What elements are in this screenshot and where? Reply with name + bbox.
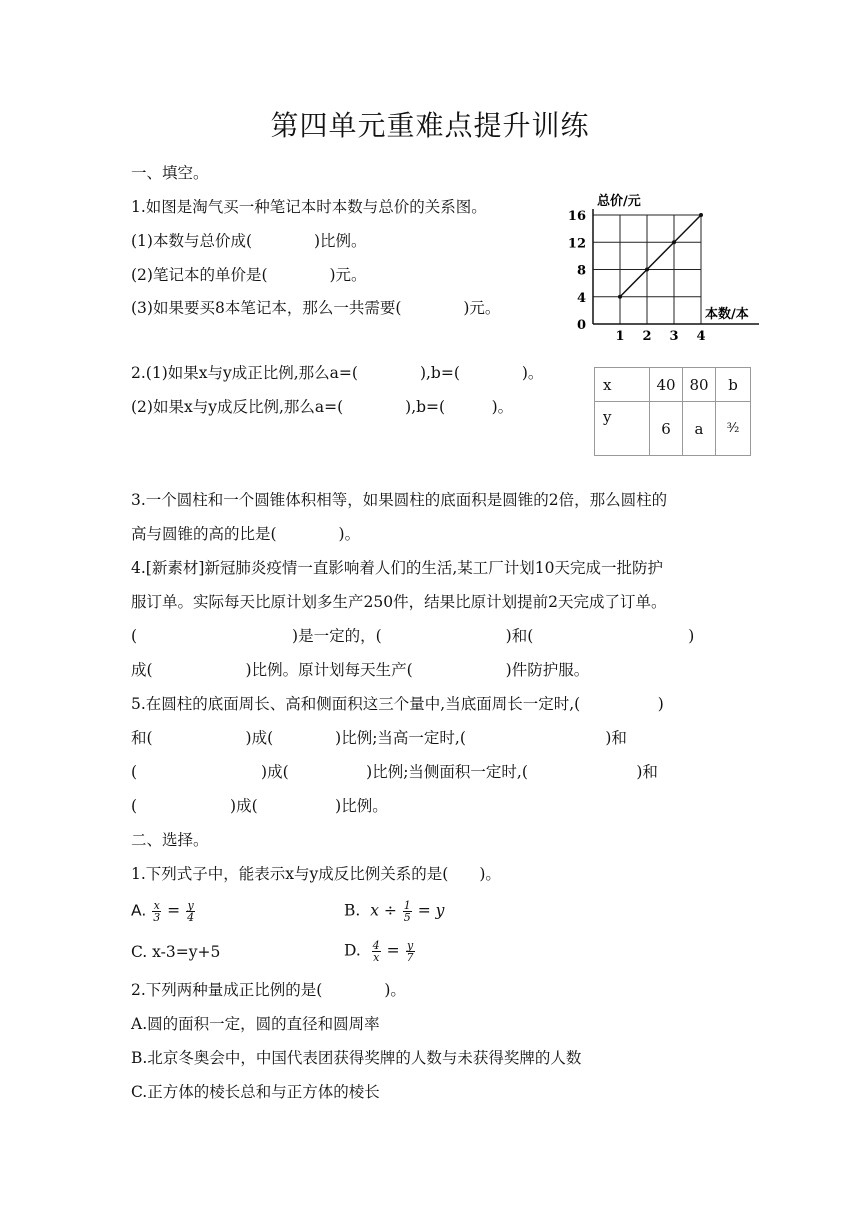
x-tick-label: 3 [669, 329, 679, 344]
x-axis-label: 本数/本 [705, 307, 749, 322]
table-cell: a [683, 402, 716, 456]
q3-line1: 3.一个圆柱和一个圆锥体积相等，如果圆柱的底面积是圆锥的2倍，那么圆柱的 [131, 491, 668, 509]
q5-line2: 和( )成( )比例;当高一定时,( )和 [131, 729, 627, 747]
price-chart [565, 188, 765, 348]
q4-line2: 服订单。实际每天比原计划多生产250件，结果比原计划提前2天完成了订单。 [131, 593, 667, 611]
data-point [645, 268, 649, 272]
table-cell: 40 [650, 368, 683, 402]
q4-line3: ( )是一定的，( )和( ) [131, 627, 695, 645]
table-cell: b [716, 368, 751, 402]
q1-part2: (2)笔记本的单价是( )元。 [131, 266, 367, 284]
choice-q1-option-c: C. x-3=y+5 [131, 943, 221, 961]
choice-q1-option-d: D. $\frac{4}{x}$ = $\frac{y}{7}$ [344, 939, 414, 964]
data-point [672, 240, 676, 244]
table-cell: x [595, 368, 650, 402]
choice-q2-option-a: A.圆的面积一定，圆的直径和圆周率 [131, 1015, 380, 1033]
data-point [699, 213, 703, 217]
y-tick-label: 16 [567, 209, 586, 224]
choice-q2-option-b: B.北京冬奥会中，中国代表团获得奖牌的人数与未获得奖牌的人数 [131, 1049, 582, 1067]
xy-value-table [594, 367, 751, 456]
page-title: 第四单元重难点提升训练 [270, 109, 590, 142]
q5-line1: 5.在圆柱的底面周长、高和侧面积这三个量中,当底面周长一定时,( ) [131, 695, 664, 713]
table-cell: 80 [683, 368, 716, 402]
q1-part1: (1)本数与总价成( )比例。 [131, 232, 367, 250]
q1-stem: 1.如图是淘气买一种笔记本时本数与总价的关系图。 [131, 198, 487, 216]
choice-q1-option-b: B. x ÷ $\frac{1}{5}$ = y [344, 899, 445, 924]
section-heading-choice: 二、选择。 [131, 831, 209, 849]
x-tick-label: 1 [615, 329, 625, 344]
q1-part3: (3)如果要买8本笔记本，那么一共需要( )元。 [131, 299, 501, 317]
choice-q2-stem: 2.下列两种量成正比例的是( )。 [131, 981, 406, 999]
x-tick-label: 4 [696, 329, 706, 344]
q3-line2: 高与圆锥的高的比是( )。 [131, 525, 361, 543]
q2-part1: 2.(1)如果x与y成正比例,那么a=( ),b=( )。 [131, 364, 544, 382]
y-tick-label: 4 [576, 290, 586, 306]
data-point [618, 295, 622, 299]
q4-line4: 成( )比例。原计划每天生产( )件防护服。 [131, 661, 590, 679]
choice-q1-option-a: A. $\frac{x}{3}$ = $\frac{y}{4}$ [131, 899, 195, 924]
q4-line1: 4.[新素材]新冠肺炎疫情一直影响着人们的生活,某工厂计划10天完成一批防护 [131, 559, 664, 577]
y-axis-label: 总价/元 [597, 194, 641, 209]
table-cell: y [595, 402, 650, 456]
q5-line3: ( )成( )比例;当侧面积一定时,( )和 [131, 763, 658, 781]
section-heading-fill-blank: 一、填空。 [131, 164, 209, 182]
y-tick-label: 8 [576, 263, 586, 279]
series-line [620, 215, 701, 297]
x-tick-label: 2 [642, 329, 652, 344]
q2-part2: (2)如果x与y成反比例,那么a=( ),b=( )。 [131, 398, 514, 416]
q5-line4: ( )成( )比例。 [131, 797, 388, 815]
choice-q2-option-c: C.正方体的棱长总和与正方体的棱长 [131, 1083, 380, 1101]
table-cell: 6 [650, 402, 683, 456]
table-cell: ³⁄₂ [716, 402, 751, 456]
y-tick-label: 12 [567, 236, 586, 252]
origin-label: 0 [577, 318, 587, 333]
choice-q1-stem: 1.下列式子中，能表示x与y成反比例关系的是( )。 [131, 865, 501, 883]
